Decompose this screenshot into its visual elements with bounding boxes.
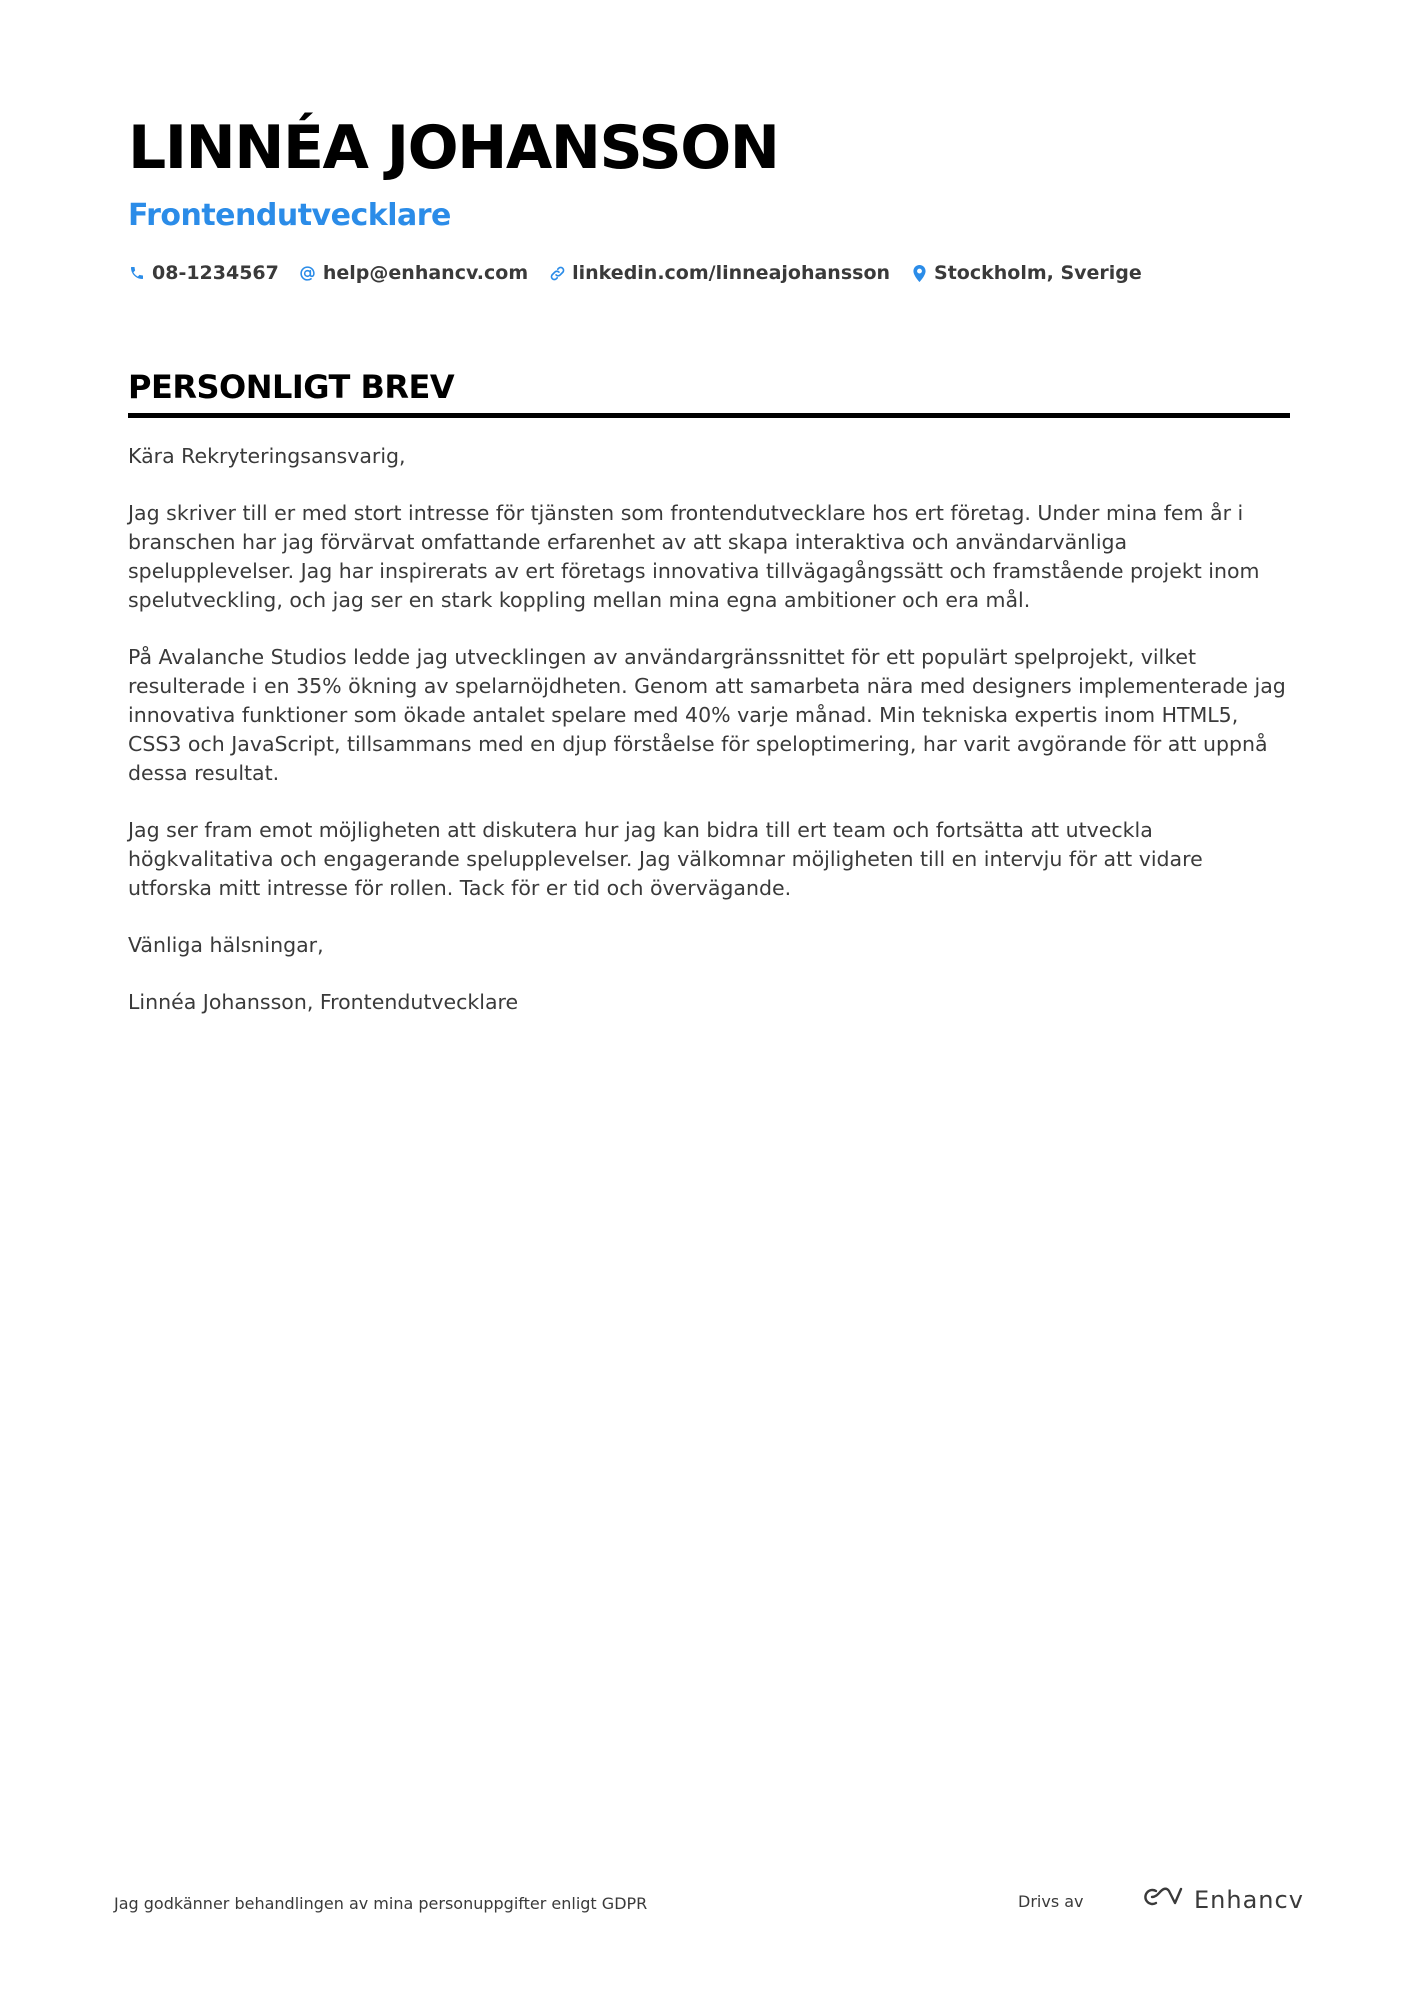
contact-location-text: Stockholm, Sverige <box>934 262 1142 284</box>
link-icon <box>548 264 566 282</box>
letter-paragraph-2: På Avalanche Studios ledde jag utvecklingen av användargränssnittet för ett populärt spelprojekt, vilket resulterade i en 35% ökning av spelarnöjdheten. Genom att samarbeta nära med designers implementerade jag innovativa funktioner som ökade antalet spelare med 40% varje månad. Min tekniska expertis inom HTML5, CSS3 och JavaScript, tillsammans med en djup förståelse för speloptimering, har varit avgörande för att uppnå dessa resultat. <box>128 645 1286 785</box>
contact-email-text: help@enhancv.com <box>322 262 529 284</box>
letter-closing: Vänliga hälsningar, <box>128 933 324 957</box>
at-icon <box>299 264 317 282</box>
footer <box>0 1880 1410 1940</box>
section-divider <box>128 413 1290 418</box>
contact-email <box>299 262 528 284</box>
job-title: Frontendutvecklare <box>128 198 451 233</box>
letter-signature: Linnéa Johansson, Frontendutvecklare <box>128 990 519 1014</box>
section-title: PERSONLIGT BREV <box>128 368 455 406</box>
contact-phone-text: 08-1234567 <box>152 262 279 284</box>
letter-greeting: Kära Rekryteringsansvarig, <box>128 444 406 468</box>
candidate-name: LINNÉA JOHANSSON <box>128 113 779 183</box>
brand-logo[interactable] <box>1138 1884 1304 1915</box>
contact-phone <box>128 262 279 284</box>
phone-icon <box>128 264 146 282</box>
letter-body <box>128 442 1290 1017</box>
gdpr-consent-text: Jag godkänner behandlingen av mina personuppgifter enligt GDPR <box>114 1894 648 1913</box>
brand-name: Enhancv <box>1194 1885 1304 1914</box>
contact-bar <box>128 258 1288 288</box>
letter-paragraph-1: Jag skriver till er med stort intresse för tjänsten som frontendutvecklare hos ert företag. Under mina fem år i branschen har jag förvärvat omfattande erfarenhet av att skapa interaktiva och användarvänliga spelupplevelser. Jag har inspirerats av ert företags innovativa tillvägagångssätt och framstående projekt inom spelutveckling, och jag ser en stark koppling mellan mina egna ambitioner och era mål. <box>128 501 1260 612</box>
powered-by-label: Drivs av <box>1018 1892 1084 1911</box>
contact-linkedin <box>548 262 890 284</box>
letter-paragraph-3: Jag ser fram emot möjligheten att diskutera hur jag kan bidra till ert team och fortsätta att utveckla högkvalitativa och engagerande spelupplevelser. Jag välkomnar möjligheten till en intervju för att vidare utforska mitt intresse för rollen. Tack för er tid och övervägande. <box>128 818 1203 900</box>
location-pin-icon <box>910 264 928 282</box>
cover-letter-section <box>128 365 1290 1045</box>
header <box>128 108 1288 288</box>
contact-location <box>910 262 1142 284</box>
contact-linkedin-text: linkedin.com/linneajohansson <box>572 262 891 284</box>
enhancv-logo-icon <box>1138 1884 1184 1915</box>
